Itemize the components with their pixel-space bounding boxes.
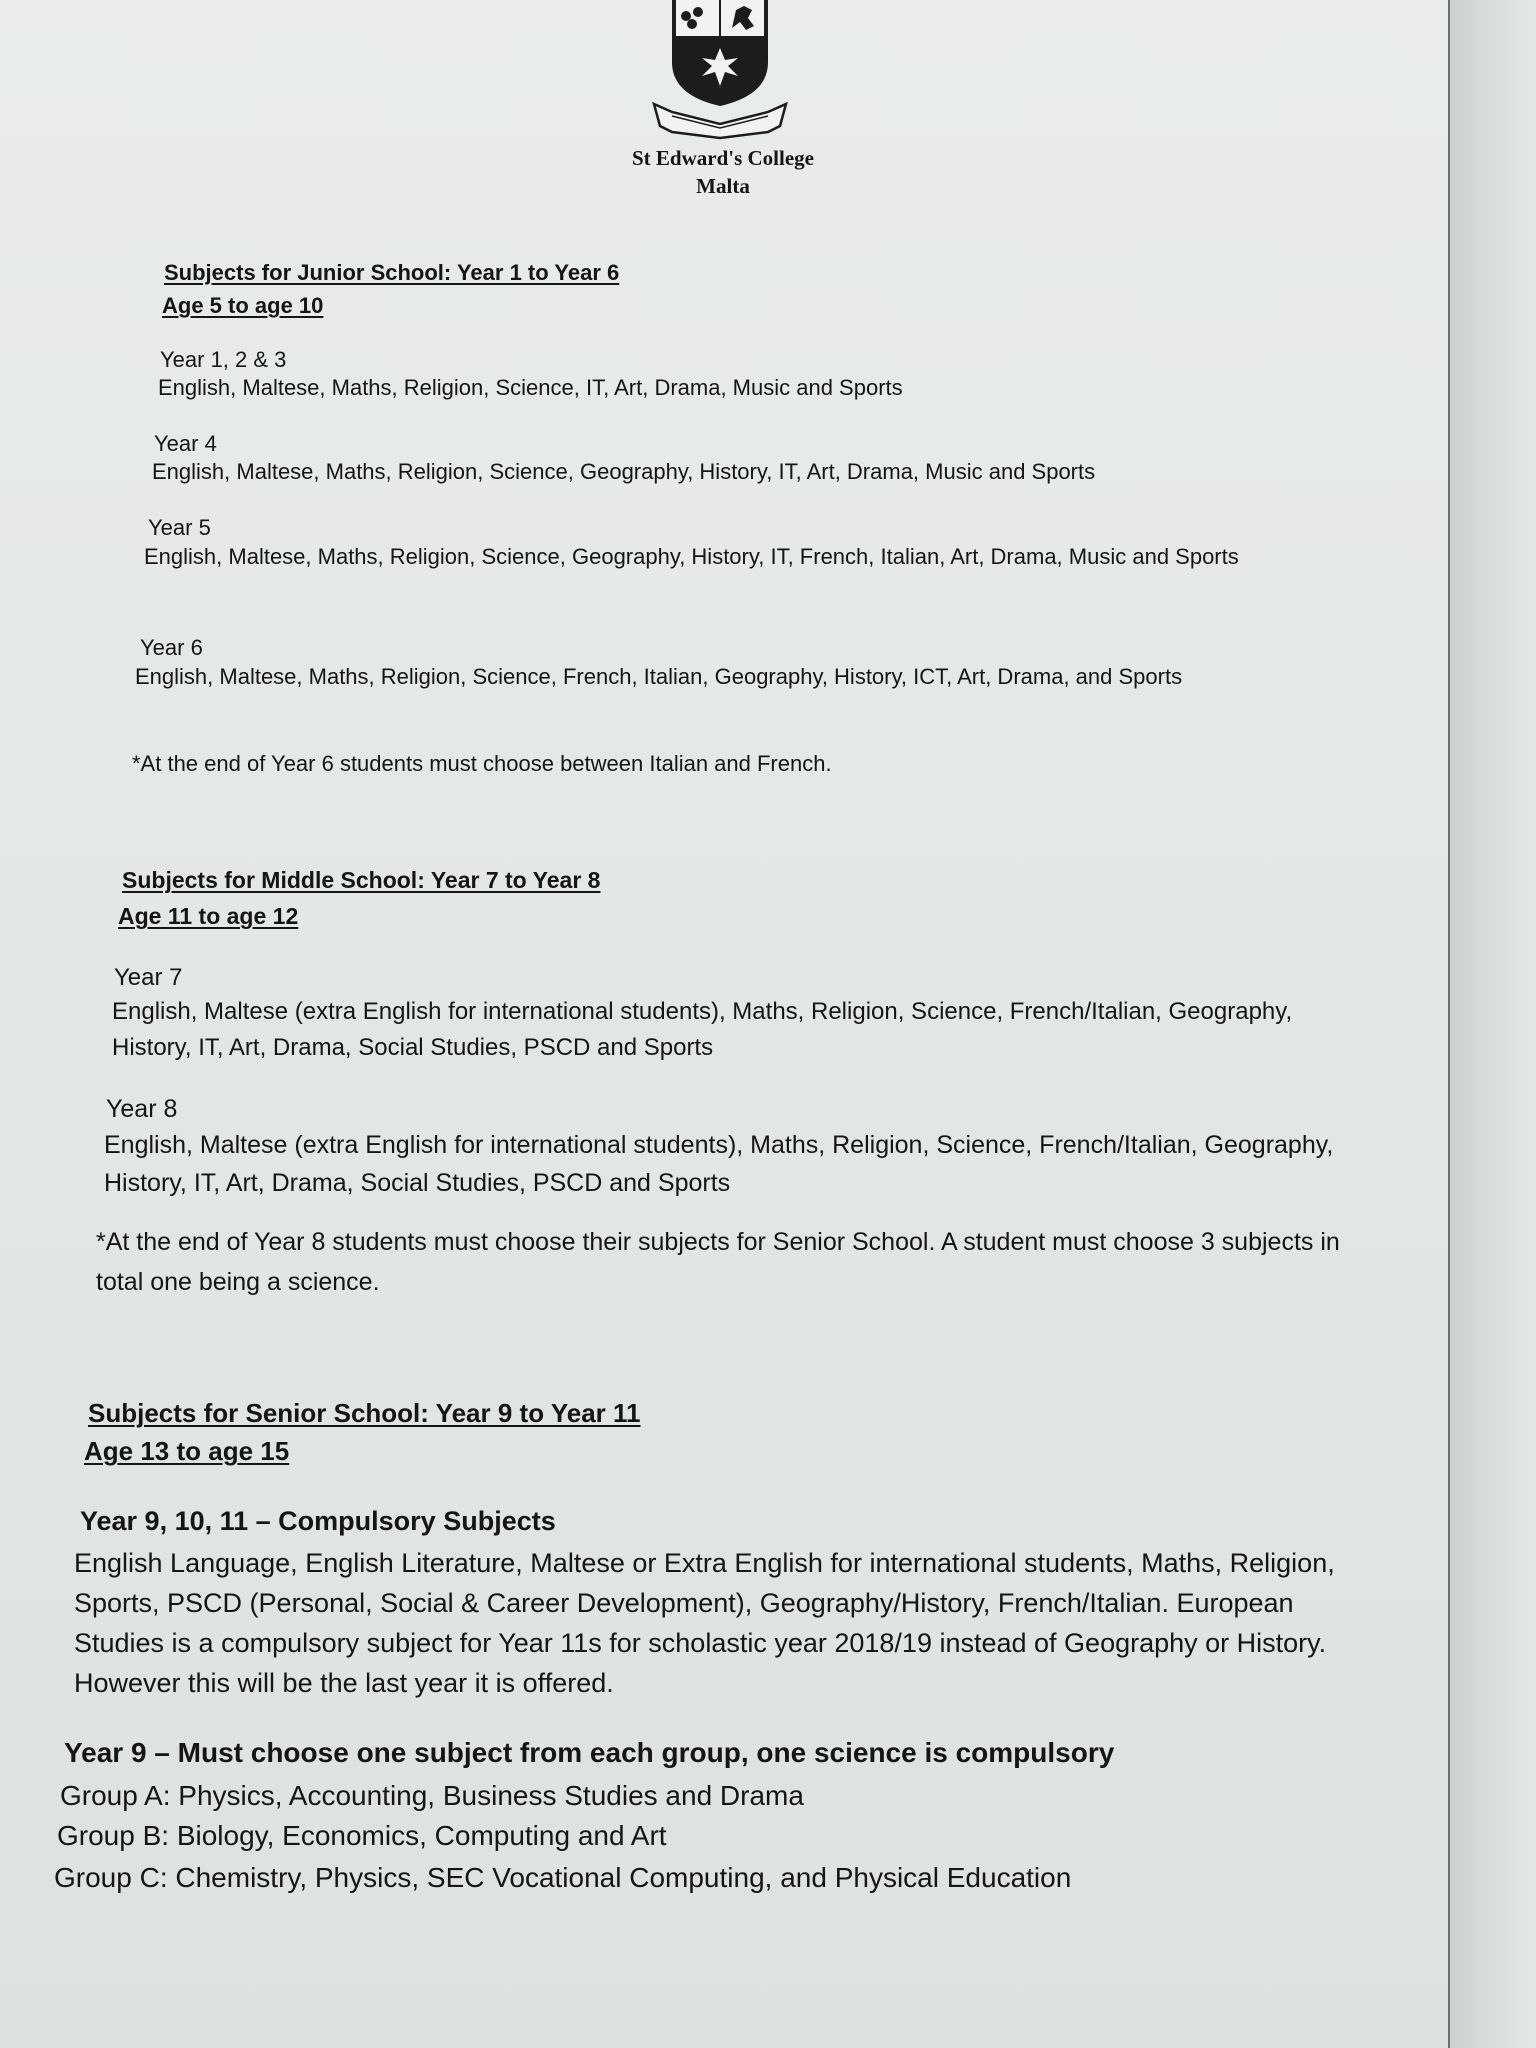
compulsory-subjects-text: English Language, English Literature, Maltese or Extra English for international students, Maths, Religion, Sports, PSCD (Personal, Social & Career Development), Geography/History, French/Italian. European Studies is a compulsory subject for Year 11s for scholastic year 2018/19 instead of Geography or History. However this will be the last year it is offered. [74,1548,1335,1698]
year-1-2-3-subjects: English, Maltese, Maths, Religion, Science, IT, Art, Drama, Music and Sports [158,375,903,400]
compulsory-subjects-label: Year 9, 10, 11 – Compulsory Subjects [80,1506,556,1536]
year-6-label: Year 6 [140,635,203,660]
college-name: St Edward's College [631,146,814,170]
group-b: Group B: Biology, Economics, Computing and Art [57,1820,667,1851]
year-8-label: Year 8 [106,1095,178,1123]
year-9-choice-label: Year 9 – Must choose one subject from each group, one science is compulsory [64,1737,1115,1768]
middle-school-age: Age 11 to age 12 [118,903,299,929]
year-6-subjects: English, Maltese, Maths, Religion, Science, French, Italian, Geography, History, ICT, Art, Drama, and Sports [135,664,1183,689]
college-location: Malta [696,174,750,198]
junior-school-heading: Subjects for Junior School: Year 1 to Year 6 [164,260,620,285]
year-8-subjects: English, Maltese (extra English for international students), Maths, Religion, Science, French/Italian, Geography, History, IT, Art, Drama, Social Studies, PSCD and Sports [104,1131,1334,1197]
year-5-subjects: English, Maltese, Maths, Religion, Science, Geography, History, IT, French, Italian, Art, Drama, Music and Sports [144,544,1239,569]
year-7-subjects: English, Maltese (extra English for international students), Maths, Religion, Science, French/Italian, Geography, History, IT, Art, Drama, Social Studies, PSCD and Sports [112,998,1293,1061]
year-4-label: Year 4 [154,431,217,456]
middle-school-heading: Subjects for Middle School: Year 7 to Year 8 [122,867,601,893]
year-5-label: Year 5 [148,515,211,540]
year-7-label: Year 7 [114,964,183,991]
next-page-edge [1448,0,1536,2048]
group-a: Group A: Physics, Accounting, Business Studies and Drama [60,1780,804,1811]
middle-school-note: *At the end of Year 8 students must choose their subjects for Senior School. A student must choose 3 subjects in total one being a science. [96,1228,1340,1296]
senior-school-age: Age 13 to age 15 [84,1436,290,1466]
group-c: Group C: Chemistry, Physics, SEC Vocational Computing, and Physical Education [54,1862,1072,1893]
year-1-2-3-label: Year 1, 2 & 3 [160,347,287,372]
junior-school-age: Age 5 to age 10 [162,293,324,318]
junior-school-note: *At the end of Year 6 students must choose between Italian and French. [132,751,832,776]
senior-school-heading: Subjects for Senior School: Year 9 to Year 11 [88,1398,641,1428]
year-4-subjects: English, Maltese, Maths, Religion, Science, Geography, History, IT, Art, Drama, Music and Sports [152,459,1096,484]
